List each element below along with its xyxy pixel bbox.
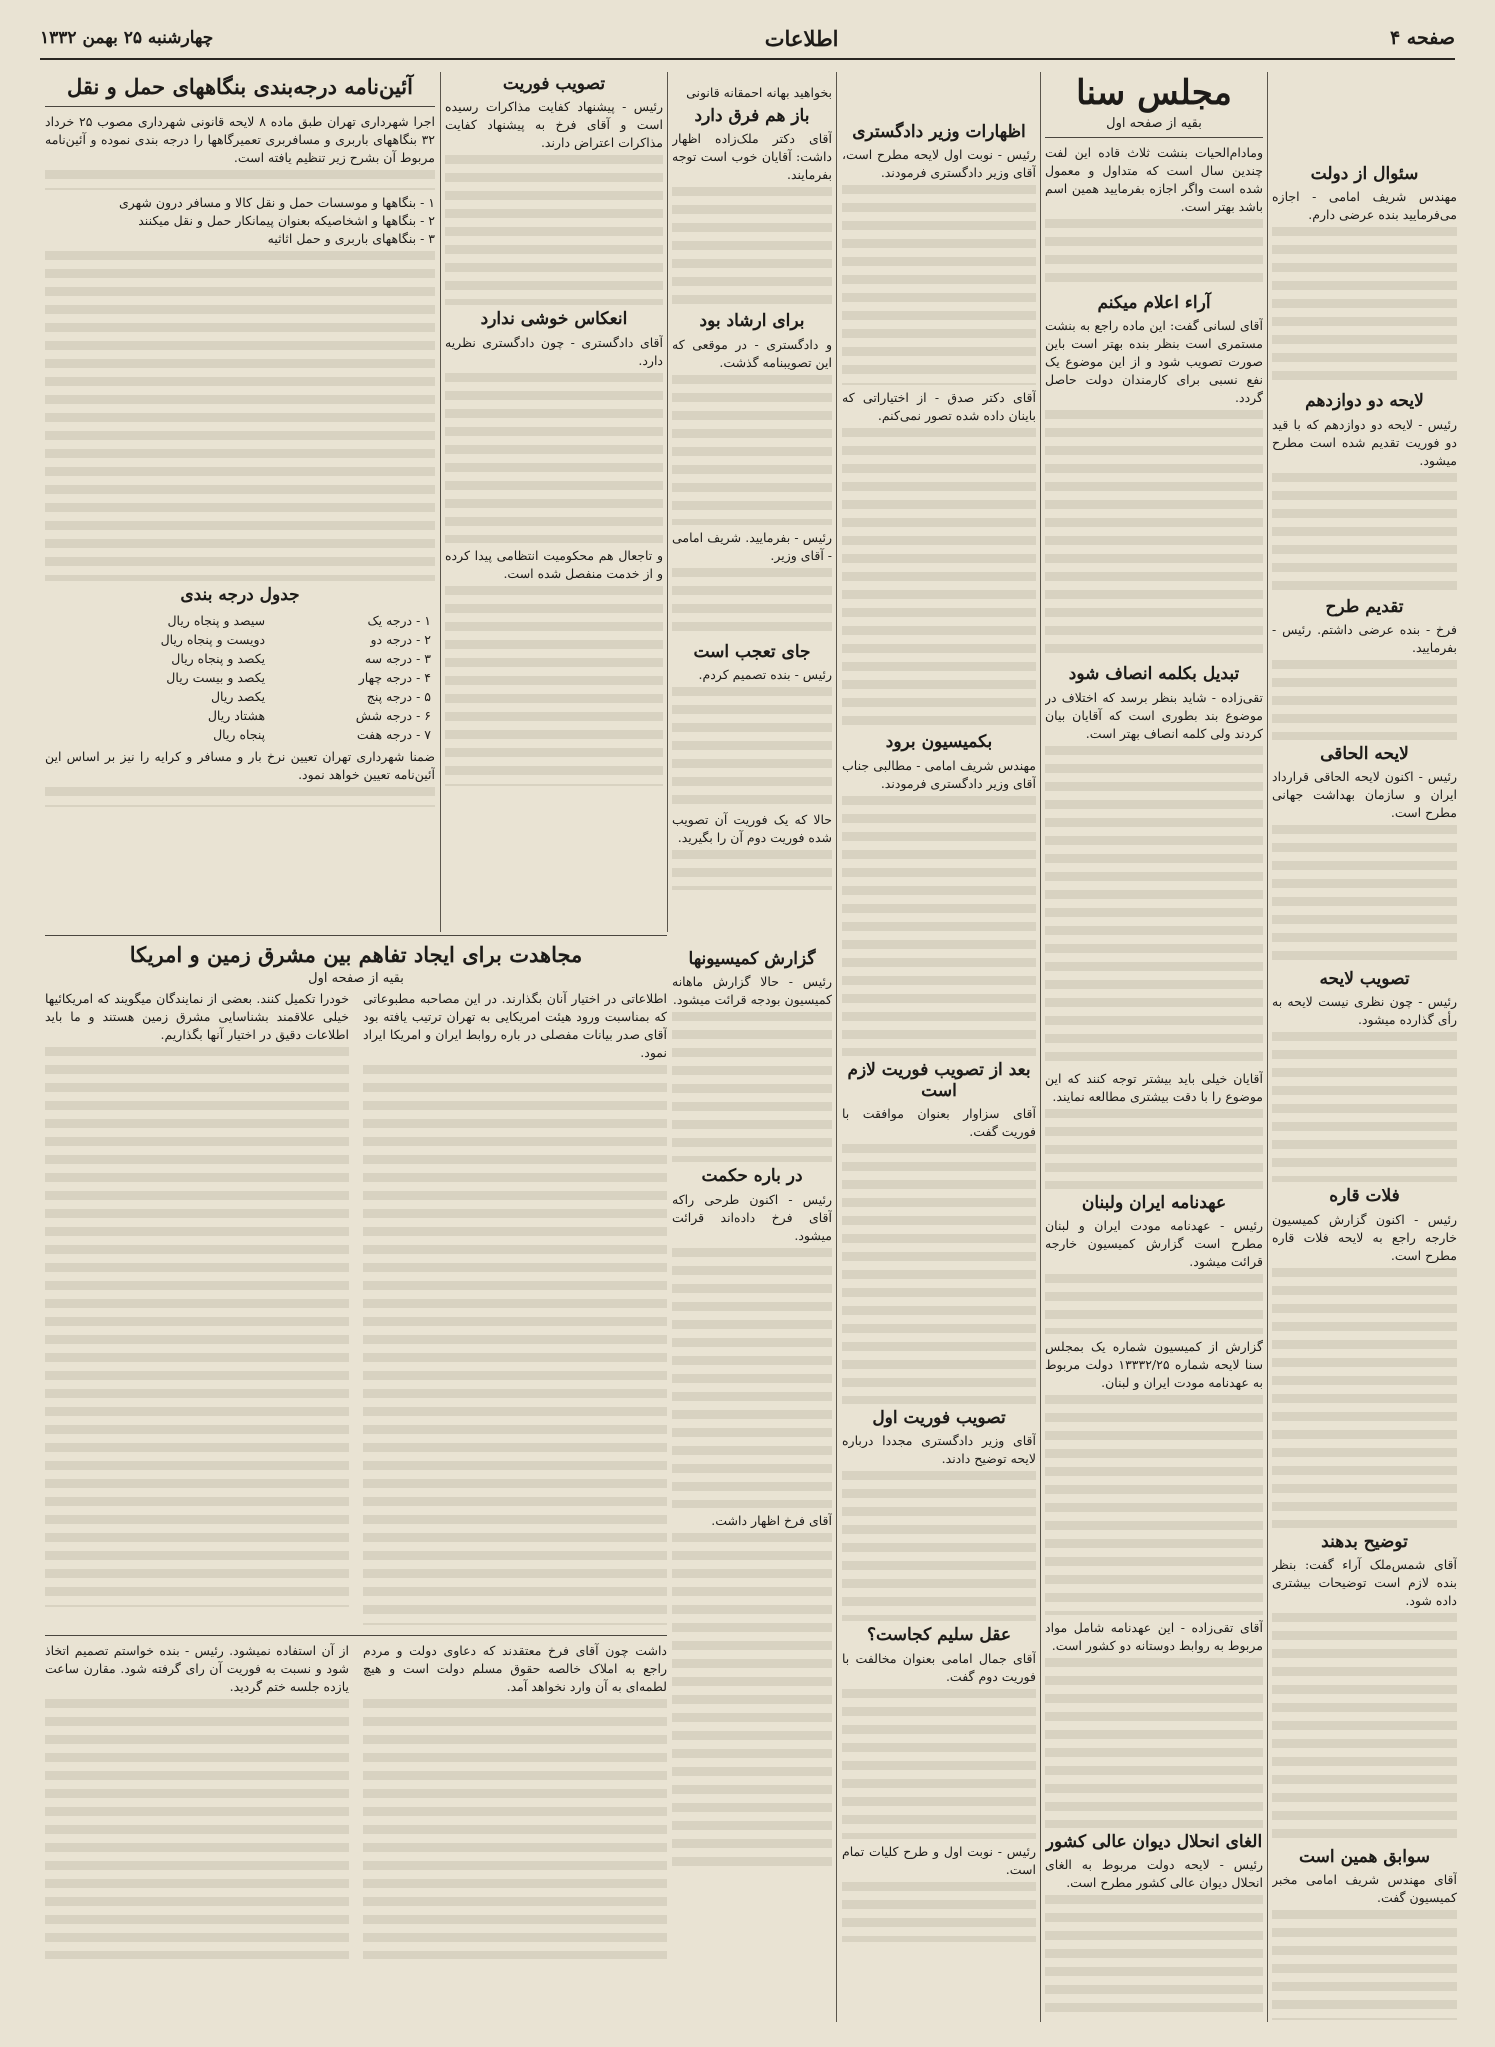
subheading: الغای انحلال دیوان عالی کشور <box>1045 1831 1263 1852</box>
subheading: لایحه الحاقی <box>1320 743 1409 764</box>
table-row <box>45 649 435 668</box>
fee-cell: هشتاد ریال <box>207 707 266 723</box>
subheading: تصویب فوریت اول <box>872 1408 1006 1428</box>
paragraph: ومادام‌الحیات بنشت ثلاث قاده این لفت چندین سال است که متداول و معمول شده است واگر اجازه بفرمایید همین اسم باشد بهتر است. <box>1045 144 1263 289</box>
fee-cell: یکصد ریال <box>210 688 266 704</box>
subheading: گزارش کمیسیونها <box>688 949 816 969</box>
article-title: مجلس سنا <box>1076 73 1232 113</box>
paragraph: آقای سزاوار بعنوان موافقت با فوریت گفت. <box>842 1105 1036 1404</box>
paragraph: آقای شمس‌ملک آراء گفت: بنظر بنده لازم است توضیحات بیشتری داده شود. <box>1272 1556 1457 1843</box>
article-urgency-approval <box>445 70 663 940</box>
fee-cell: دویست و پنجاه ریال <box>160 631 266 647</box>
paragraph: رئیس - نوبت اول و طرح کلیات تمام است. <box>842 1843 1036 1942</box>
subheading: تقدیم طرح <box>1325 596 1404 617</box>
paragraph: رئیس - لایحه دو دوازدهم که با قید دو فوریت تقدیم شده است مطرح میشود. <box>1272 416 1457 593</box>
subheading: تبدیل بکلمه انصاف شود <box>1068 664 1240 685</box>
column-rule <box>1040 72 1041 2022</box>
subheading: آراء اعلام میکنم <box>1097 293 1211 314</box>
grade-cell: ۵ - درجه پنج <box>366 688 431 704</box>
paragraph: خودرا تکمیل کنند. بعضی از نمایندگان میگویند که امریکائیها خیلی علاقمند بشناسایی مشرق زمین هستند و ما باید اطلاعات دقیق در اختیار آنها بگذاریم. <box>45 990 349 1607</box>
subheading: سئوال از دولت <box>1310 164 1419 184</box>
column-rule <box>1267 72 1268 2022</box>
subheading: عقل سلیم کجاست؟ <box>867 1625 1011 1646</box>
paragraph: داشت چون آقای فرخ معتقدند که دعاوی دولت و مردم راجع به املاک خالصه حقوق مسلم دولت است و هیچ لطمه‌ای به آن وارد نخواهد آمد. <box>363 1642 667 1959</box>
article-title: مجاهدت برای ایجاد تفاهم بین مشرق زمین و امریکا <box>129 942 583 967</box>
table-row <box>45 630 435 649</box>
article-senate-continued <box>1272 70 1457 2020</box>
subheading: بکمیسیون برود <box>885 732 993 753</box>
article-transport-regulation <box>45 70 435 930</box>
paragraph: از آن استفاده نمیشود. رئیس - بنده خواستم تصمیم اتخاذ شود و نسبت به فوریت آن رای گرفته شود. مقارن ساعت یازده جلسه ختم گردید. <box>45 1642 349 1959</box>
table-row <box>45 611 435 630</box>
article-senate <box>1045 70 1263 2020</box>
paragraph: رئیس - بفرمایید. شریف امامی - آقای وزیر. <box>672 529 832 638</box>
paragraph: آقای تقی‌زاده - این عهدنامه شامل مواد مربوط به روابط دوستانه دو کشور است. <box>1045 1619 1263 1828</box>
paragraph: رئیس - پیشنهاد کفایت مذاکرات رسیده است و آقای فرخ به پیشنهاد کفایت مذاکرات اعتراض دارند. <box>445 98 663 305</box>
paragraph: رئیس - چون نظری نیست لایحه به رأی گذارده میشود. <box>1272 993 1457 1182</box>
paragraph: اجرا شهرداری تهران طبق ماده ۸ لایحه قانونی شهرداری مصوب ۲۵ خرداد ۳۲ بنگاههای باربری و مسافربری تعمیرگاهها را درجه بندی نموده و آئین‌نامه مربوط آن بشرح زیر تنظیم یافته است. <box>45 113 435 190</box>
article-title: آئین‌نامه درجه‌بندی بنگاههای حمل و نقل <box>67 74 413 99</box>
subheading: تصویب فوریت <box>502 74 606 94</box>
article-justice-minister <box>842 70 1036 2020</box>
paragraph: رئیس - اکنون طرحی راکه آقای فرخ داده‌اند قرائت میشود. <box>672 1191 832 1508</box>
grade-cell: ۷ - درجه هفت <box>356 726 431 742</box>
paragraph: آقای وزیر دادگستری مجددا درباره لایحه توضیح دادند. <box>842 1432 1036 1621</box>
paragraph: رئیس - حالا گزارش ماهانه کمیسیون بودجه قرائت میشود. <box>672 973 832 1162</box>
column-rule <box>836 72 837 2022</box>
paragraph: رئیس - نوبت اول لایحه مطرح است، آقای وزیر دادگستری فرمودند. <box>842 146 1036 385</box>
date-line: چهارشنبه ۲۵ بهمن ۱۳۳۲ <box>40 28 214 48</box>
paragraph: تقی‌زاده - شاید بنظر برسد که اختلاف در موضوع بند بطوری است که آقایان بیان کردند ولی کلمه انصاف بهتر است. <box>1045 689 1263 1066</box>
subheading: بعد از تصویب فوریت لازم است <box>847 1059 1031 1101</box>
continuation-note: بقیه از صفحه اول <box>1106 116 1202 132</box>
fee-cell: یکصد و پنجاه ریال <box>171 650 266 666</box>
subheading: جای تعجب است <box>693 641 811 662</box>
fee-cell: پنجاه ریال <box>213 726 266 742</box>
paragraph: و تاجعال هم محکومیت انتظامی پیدا کرده و از خدمت منفصل شده است. <box>445 547 663 786</box>
paragraph: آقای دکتر صدق - از اختیاراتی که باینان داده شده تصور نمی‌کنم. <box>842 389 1036 728</box>
subheading: باز هم فرق دارد <box>694 106 810 126</box>
subheading: برای ارشاد بود <box>699 311 805 332</box>
spacer <box>1272 70 1457 160</box>
table-row <box>45 668 435 687</box>
paragraph: آقای فرخ اظهار داشت. <box>672 1512 832 1873</box>
continuation-note: بقیه از صفحه اول <box>308 971 404 987</box>
paragraph: آقای لسانی گفت: این ماده راجع به بنشت مستمری است بنظر بنده بهتر است باین صورت تصویب شود و از این موضوع یک نفع نسبی برای کارمندان دولت حاصل گردد. <box>1045 317 1263 660</box>
paragraph: رئیس - اکنون لایحه الحاقی قرارداد ایران و سازمان بهداشت جهانی مطرح است. <box>1272 768 1457 965</box>
paragraph: بخواهید بهانه احمقانه قانونی <box>672 84 832 102</box>
paragraph: مهندس شریف امامی - اجازه می‌فرمایید بنده عرضی دارم. <box>1272 188 1457 387</box>
article-commission-reports <box>672 945 832 2015</box>
paragraph: رئیس - لایحه دولت مربوط به الغای انحلال دیوان عالی کشور مطرح است. <box>1045 1856 1263 2020</box>
paragraph: رئیس - عهدنامه مودت ایران و لبنان مطرح است گزارش کمیسیون خارجه قرائت میشود. <box>1045 1217 1263 1334</box>
paragraph: اطلاعاتی در اختیار آنان بگذارند. در این مصاحبه مطبوعاتی که بمناسبت ورود هیئت امریکایی به تهران ترتیب یافته بود آقای صدر بیانات مفصلی در باره روابط ایران و امریکا ایراد نمود. <box>363 990 667 1625</box>
paragraph: آقای دکتر ملک‌زاده اظهار داشت: آقایان خوب است توجه بفرمایند. <box>672 130 832 307</box>
column-rule <box>667 72 668 932</box>
paragraph: آقای دادگستری - چون دادگستری نظریه دارد. <box>445 334 663 543</box>
paragraph: مهندس شریف امامی - مطالبی جناب آقای وزیر دادگستری فرمودند. <box>842 757 1036 1056</box>
paragraph: آقایان خیلی باید بیشتر توجه کنند که این موضوع را با دقت بیشتری مطالعه نمایند. <box>1045 1070 1263 1189</box>
article-parliament-debate <box>672 70 832 940</box>
fee-cell: سیصد و پنجاه ریال <box>167 612 266 628</box>
paragraph: گزارش از کمیسیون شماره یک بمجلس سنا لایحه شماره ۱۳۳۳۲/۲۵ دولت مربوط به عهدنامه مودت ایران و لبنان. <box>1045 1338 1263 1615</box>
paragraph: ضمنا شهرداری تهران تعیین نرخ بار و مسافر و کرایه را نیز بر اساس این آئین‌نامه تعیین خواهد نمود. <box>45 748 435 807</box>
table-row <box>45 725 435 744</box>
paragraph: رئیس - اکنون گزارش کمیسیون خارجه راجع به لایحه فلات قاره مطرح است. <box>1272 1211 1457 1528</box>
grade-cell: ۳ - درجه سه <box>364 650 431 666</box>
paragraph: و دادگستری - در موقعی که این تصویبنامه گذشت. <box>672 336 832 525</box>
table-row <box>45 706 435 725</box>
subheading: فلات قاره <box>1329 1186 1400 1207</box>
paragraph: آقای مهندس شریف امامی مخبر کمیسیون گفت. <box>1272 1871 1457 2020</box>
subheading: سوابق همین است <box>1298 1846 1431 1867</box>
fee-cell: یکصد و بیست ریال <box>166 669 266 685</box>
subheading: اظهارات وزیر دادگستری <box>852 122 1026 142</box>
table-row <box>45 687 435 706</box>
grade-cell: ۱ - درجه یک <box>367 612 431 628</box>
paragraph: فرخ - بنده عرضی داشتم. رئیس - بفرمایید. <box>1272 621 1457 740</box>
spacer <box>842 70 1036 118</box>
masthead <box>40 18 1455 60</box>
grade-cell: ۲ - درجه دو <box>370 631 431 647</box>
paragraph: حالا که یک فوریت آن تصویب شده فوریت دوم آن را بگیرید. <box>672 811 832 890</box>
column-rule <box>440 72 441 932</box>
table-title: جدول درجه بندی <box>180 585 300 606</box>
page-number: صفحه ۴ <box>1389 27 1455 49</box>
subheading: انعکاس خوشی ندارد <box>480 309 628 330</box>
grade-cell: ۴ - درجه چهار <box>358 669 431 685</box>
subheading: لایحه دو دوازدهم <box>1305 391 1424 412</box>
subheading: تصویب لایحه <box>1319 969 1410 989</box>
paragraph: رئیس - بنده تصمیم کردم. <box>672 666 832 807</box>
article-east-america <box>45 935 667 2025</box>
subheading: توضیح بدهند <box>1321 1531 1408 1552</box>
subheading: عهدنامه ایران ولبنان <box>1081 1192 1227 1213</box>
grade-cell: ۶ - درجه شش <box>355 707 431 723</box>
paper-name: اطلاعات <box>764 25 839 51</box>
spacer <box>672 70 832 84</box>
paragraph: آقای جمال امامی بعنوان مخالفت با فوریت دوم گفت. <box>842 1650 1036 1839</box>
fee-table <box>45 611 435 744</box>
subheading: در باره حکمت <box>701 1166 803 1187</box>
regulation-list: ۱ - بنگاهها و موسسات حمل و نقل کالا و مسافر درون شهری ۲ - بنگاهها و اشخاصیکه بعنوان پیمانکار حمل و نقل میکنند ۳ - بنگاههای باربری و حمل اثاثیه <box>45 194 435 581</box>
